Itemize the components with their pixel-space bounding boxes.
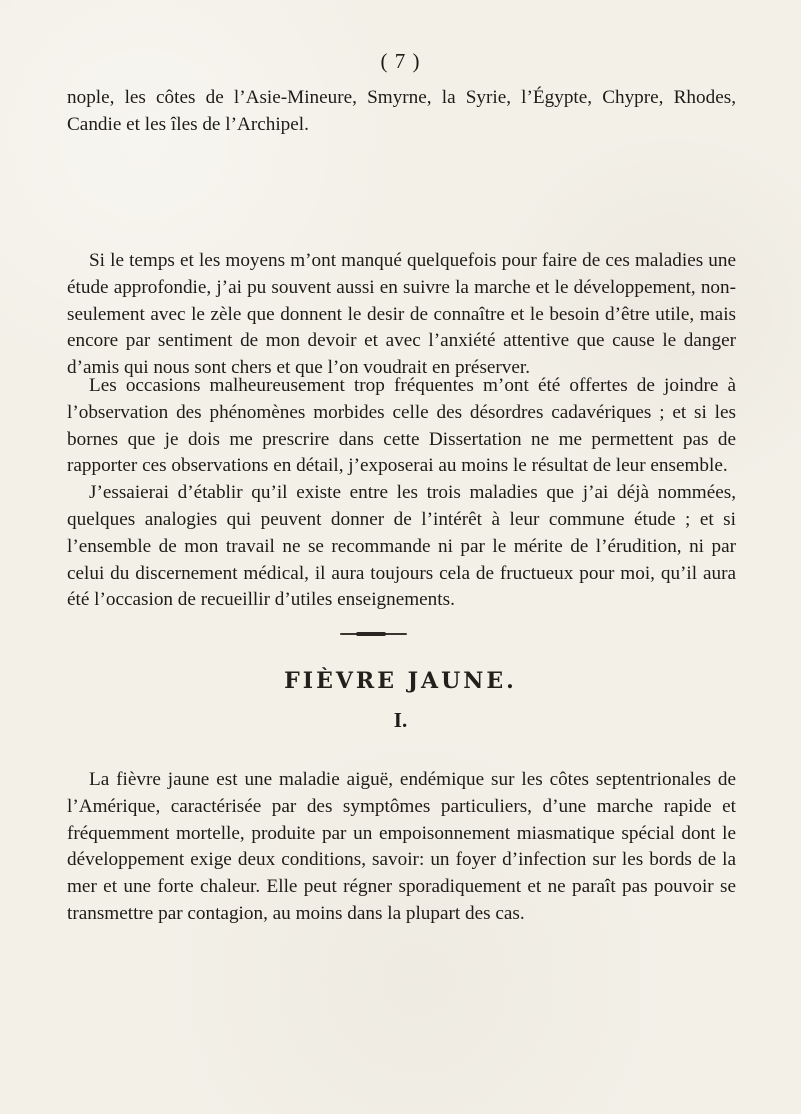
paragraph-2: Si le temps et les moyens m’ont manqué quelquefois pour faire de ces maladies une étude approfondie, j’ai pu souvent aussi en suivre la marche et le développement, non-seulement avec le zèle que donnent le desir de connaître et le besoin d’être utile, mais encore par sentiment de mon devoir et avec l’anxiété attentive que cause le danger d’amis qui nous sont chers et que l’on voudrait en préserver. <box>67 250 736 379</box>
text-block-third <box>67 373 736 614</box>
text-block-section <box>67 767 736 928</box>
text-block-intro <box>67 85 736 139</box>
section-number: I. <box>393 708 408 732</box>
section-title: FIÈVRE JAUNE. <box>284 668 517 694</box>
paragraph-4: J’essaierai d’établir qu’il existe entre les trois maladies que j’ai déjà nommées, quelques analogies qui peuvent donner de l’intérêt à leur commune étude ; et si l’ensemble de mon travail ne se recommande ni par le mérite de l’érudition, ni par celui du discernement médical, il aura toujours cela de fructueux pour moi, qu’il aura été l’occasion de recueillir d’utiles enseignements. <box>67 482 736 611</box>
paragraph-1: nople, les côtes de l’Asie-Mineure, Smyrne, la Syrie, l’Égypte, Chypre, Rhodes, Candie et les îles de l’Archipel. <box>67 87 736 135</box>
text-block-second <box>67 248 736 382</box>
page-number: ( 7 ) <box>380 49 421 73</box>
paragraph-3: Les occasions malheureusement trop fréquentes m’ont été offertes de joindre à l’observation des phénomènes morbides celle des désordres cadavériques ; et si les bornes que je dois me prescrire dans cette Dissertation ne me permettent pas de rapporter ces observations en détail, j’exposerai au moins le résultat de leur ensemble. <box>67 375 736 477</box>
paragraph-section-1: La fièvre jaune est une maladie aiguë, endémique sur les côtes septentrionales de l’Amérique, caractérisée par des symptômes particuliers, d’une marche rapide et fréquemment mortelle, produite par un empoisonnement miasmatique spécial dont le développement exige deux conditions, savoir: un foyer d’infection sur les bords de la mer et une forte chaleur. Elle peut régner sporadiquement et ne paraît pas pouvoir se transmettre par contagion, au moins dans la plupart des cas. <box>67 769 736 924</box>
ornamental-separator <box>340 633 407 635</box>
